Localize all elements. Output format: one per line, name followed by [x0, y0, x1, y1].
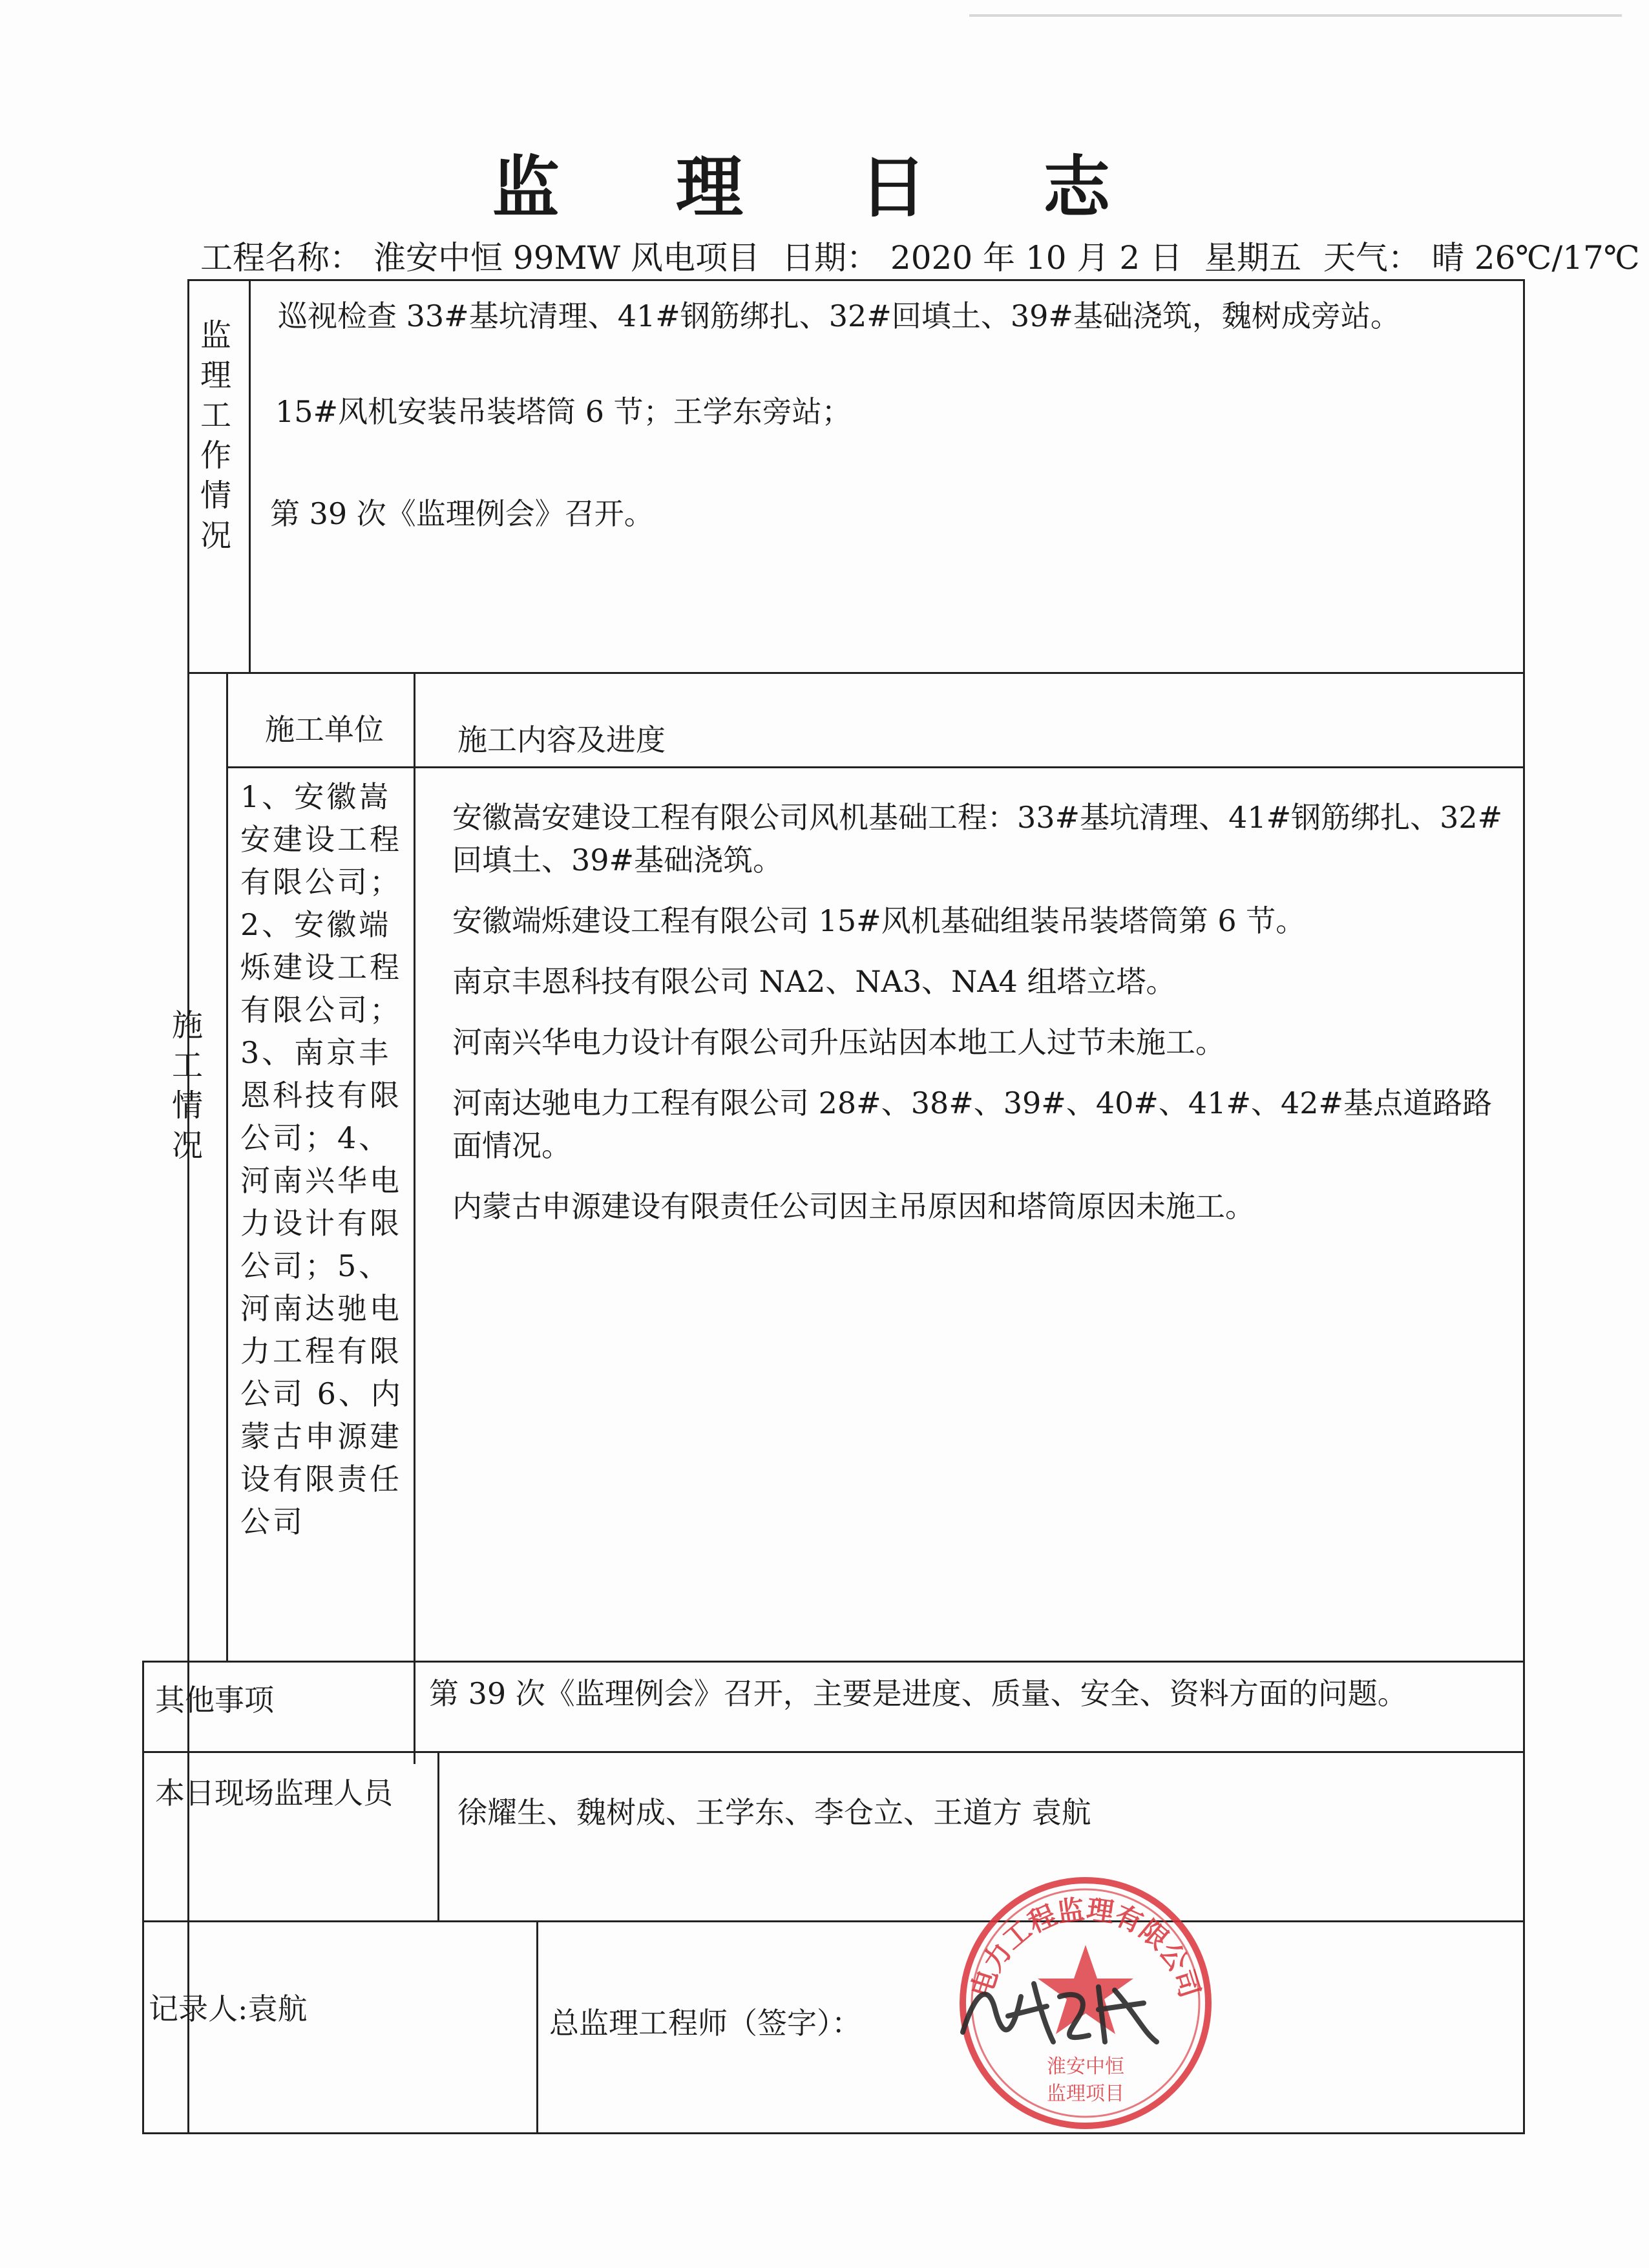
content-header: 施工内容及进度	[457, 722, 666, 757]
scan-edge	[969, 14, 1622, 17]
onsite-staff-label: 本日现场监理人员	[155, 1776, 393, 1811]
section1-bottom	[187, 672, 1525, 674]
section1-divider	[249, 279, 251, 672]
section5-divider	[536, 1920, 538, 2134]
supervision-line-3: 第 39 次《监理例会》召开。	[270, 496, 654, 531]
table-left-border	[187, 279, 189, 2134]
weekday: 星期五	[1204, 239, 1301, 277]
progress-item: 内蒙古申源建设有限责任公司因主吊原因和塔筒原因未施工。	[452, 1189, 1255, 1224]
unit-header: 施工单位	[265, 712, 384, 747]
other-matters-label: 其他事项	[155, 1683, 274, 1717]
progress-list	[452, 796, 1518, 1246]
header-line	[200, 238, 1640, 278]
construction-label: 施工情况	[171, 1007, 203, 1164]
seal-bottom-text: 监理项目	[1047, 2083, 1124, 2105]
weather-value: 晴 26℃/17℃	[1431, 239, 1640, 277]
progress-item: 河南达驰电力工程有限公司 28#、38#、39#、40#、41#、42#基点道路路面情况。	[452, 1086, 1493, 1163]
table-bottom-border	[142, 2132, 1525, 2134]
seal-outer-text: 电力工程监理有限公司	[965, 1893, 1206, 2002]
section3-divider	[414, 1661, 415, 1764]
table-top-border	[187, 279, 1525, 281]
construction-units: 1、安徽嵩安建设工程有限公司；2、安徽端烁建设工程有限公司；3、南京丰恩科技有限公司；4、河南兴华电力设计有限公司；5、河南达驰电力工程有限公司 6、内蒙古申源建设有限责任公司	[240, 779, 403, 1539]
progress-item: 南京丰恩科技有限公司 NA2、NA3、NA4 组塔立塔。	[452, 964, 1176, 999]
supervision-work-label: 监理工作情况	[200, 317, 231, 554]
recorder: 记录人:袁航	[149, 1991, 308, 2026]
page-title: 监 理 日 志	[492, 147, 1157, 227]
progress-item: 河南兴华电力设计有限公司升压站因本地工人过节未施工。	[452, 1025, 1225, 1060]
other-matters-content: 第 39 次《监理例会》召开，主要是进度、质量、安全、资料方面的问题。	[429, 1676, 1407, 1711]
section4-divider	[437, 1751, 439, 1922]
handwritten-signature	[950, 1971, 1170, 2055]
section2-bottom	[142, 1661, 1525, 1663]
date-value: 2020 年 10 月 2 日	[890, 239, 1183, 277]
chief-engineer-label: 总监理工程师（签字）：	[549, 2006, 861, 2041]
onsite-staff-content: 徐耀生、魏树成、王学东、李仓立、王道方 袁航	[457, 1795, 1091, 1830]
table-right-border	[1523, 279, 1525, 2134]
section3-bottom	[142, 1751, 1525, 1753]
left-lower-border	[142, 1661, 144, 2132]
section2-label-divider	[226, 672, 228, 1661]
weather-label: 天气：	[1323, 239, 1420, 277]
progress-item: 安徽嵩安建设工程有限公司风机基础工程：33#基坑清理、41#钢筋绑扎、32#回填土、39#基础浇筑。	[452, 800, 1503, 877]
section2-header-bottom	[226, 766, 1525, 768]
section4-bottom	[142, 1920, 1525, 1922]
progress-item: 安徽端烁建设工程有限公司 15#风机基础组装吊装塔筒第 6 节。	[452, 903, 1306, 938]
supervision-line-2: 15#风机安装吊装塔筒 6 节；王学东旁站；	[275, 394, 852, 429]
seal-inner-text: 淮安中恒	[1047, 2055, 1124, 2078]
project-name: 淮安中恒 99MW 风电项目	[373, 239, 760, 277]
project-label: 工程名称：	[200, 239, 362, 277]
supervision-line-1: 巡视检查 33#基坑清理、41#钢筋绑扎、32#回填土、39#基础浇筑，魏树成旁站。	[278, 299, 1400, 333]
date-label: 日期：	[781, 239, 879, 277]
